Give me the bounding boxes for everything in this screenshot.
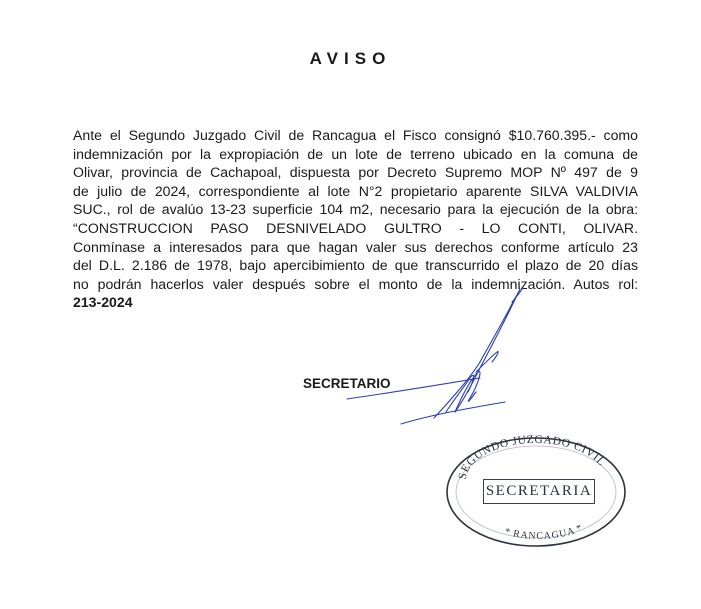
notice-line: Conmínase a interesados para que hagan valer sus derechos conforme artículo 23 — [73, 238, 638, 255]
stamp-bottom-text: * RANCAGUA * — [503, 522, 585, 542]
notice-line: no podrán hacerlos valer después sobre el monto de la indemnización. Autos rol: — [73, 275, 638, 292]
case-number: 213-2024 — [73, 294, 133, 311]
stamp-top-text: SEGUNDO JUZGADO CIVIL — [456, 434, 608, 481]
notice-line: indemnización por la expropiación de un lote de terreno ubicado en la comuna de — [73, 145, 638, 162]
notice-line: “CONSTRUCCION PASO DESNIVELADO GULTRO - LO CONTI, OLIVAR. — [73, 219, 638, 236]
notice-line: SUC., rol de avalúo 13-23 superficie 104 m2, necesario para la ejecución de la obra: — [73, 201, 638, 218]
notice-line: de julio de 2024, correspondiente al lote N°2 propietario aparente SILVA VALDIVIA — [73, 182, 638, 199]
notice-line: Olivar, provincia de Cachapoal, dispuesta por Decreto Supremo MOP Nº 497 de 9 — [73, 164, 638, 181]
stamp-center-label: SECRETARIA — [483, 479, 595, 504]
notice-line: del D.L. 2.186 de 1978, bajo apercibimiento de que transcurrido el plazo de 20 días — [73, 257, 638, 274]
svg-text:* RANCAGUA * — [503, 522, 584, 542]
notice-title: AVISO — [309, 49, 392, 68]
secretario-label: SECRETARIO — [303, 376, 391, 391]
notice-body — [73, 126, 638, 312]
svg-text:SEGUNDO JUZGADO CIVIL — [457, 434, 608, 481]
court-stamp — [444, 434, 628, 550]
notice-line: Ante el Segundo Juzgado Civil de Rancagua el Fisco consignó $10.760.395.- como — [73, 127, 638, 143]
